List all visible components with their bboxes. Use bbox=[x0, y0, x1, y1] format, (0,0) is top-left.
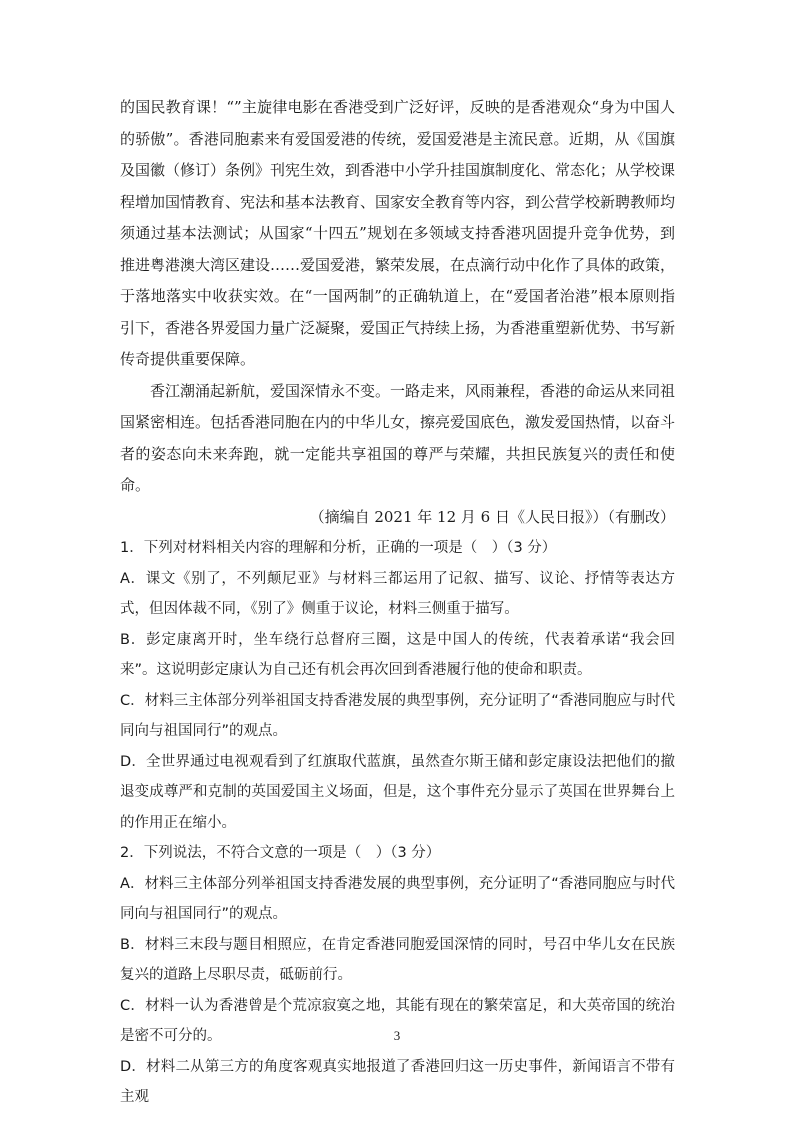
question-1-option-a: A．课文《别了，不列颠尼亚》与材料三都运用了记叙、描写、议论、抒情等表达方式，但因体裁不同，《别了》侧重于议论，材料三侧重于描写。 bbox=[120, 570, 675, 617]
page-number: 3 bbox=[393, 1028, 401, 1043]
question-2-option-a: A．材料三主体部分列举祖国支持香港发展的典型事例，充分证明了“香港同胞应与时代同向与祖国同行”的观点。 bbox=[120, 875, 675, 922]
passage-paragraph-1: 的国民教育课！“”主旋律电影在香港受到广泛好评，反映的是香港观众“身为中国人的骄傲”。香港同胞素来有爱国爱港的传统，爱国爱港是主流民意。近期，从《国旗及国徽（修订）条例》刊宪生效，到香港中小学升挂国旗制度化、常态化；从学校课程增加国情教育、宪法和基本法教育、国家安全教育等内容，到公营学校新聘教师均须通过基本法测试；从国家“十四五”规划在多领域支持香港巩固提升竞争优势，到推进粤港澳大湾区建设……爱国爱港，繁荣发展，在点滴行动中化作了具体的政策，于落地落实中收获实效。在“一国两制”的正确轨道上，在“爱国者治港”根本原则指引下，香港各界爱国力量广泛凝聚，爱国正气持续上扬，为香港重塑新优势、书写新传奇提供重要保障。 bbox=[120, 98, 676, 368]
question-2-stem: 2．下列说法，不符合文意的一项是（ ）（3 分） bbox=[120, 845, 441, 861]
page-body bbox=[120, 92, 675, 1113]
question-1-stem: 1．下列对材料相关内容的理解和分析，正确的一项是（ ）（3 分） bbox=[120, 540, 557, 556]
question-2-option-d: D．材料二从第三方的角度客观真实地报道了香港回归这一历史事件，新闻语言不带有主观 bbox=[120, 1058, 675, 1105]
question-2-option-b: B．材料三末段与题目相照应，在肯定香港同胞爱国深情的同时，号召中华儿女在民族复兴的道路上尽职尽责，砥砺前行。 bbox=[120, 936, 675, 983]
source-citation: （摘编自 2021 年 12 月 6 日《人民日报》）（有删改） bbox=[309, 507, 675, 526]
passage-paragraph-2: 香江潮涌起新航，爱国深情永不变。一路走来，风雨兼程，香港的命运从来同祖国紧密相连。包括香港同胞在内的中华儿女，擦亮爱国底色，激发爱国热情，以奋斗者的姿态向未来奔跑，就一定能共享祖国的尊严与荣耀，共担民族复兴的责任和使命。 bbox=[120, 381, 676, 494]
question-1-option-b: B．彭定康离开时，坐车绕行总督府三圈，这是中国人的传统，代表着承诺“我会回来”。这说明彭定康认为自己还有机会再次回到香港履行他的使命和职责。 bbox=[120, 631, 675, 678]
question-2-option-c: C．材料一认为香港曾是个荒凉寂寞之地，其能有现在的繁荣富足，和大英帝国的统治是密不可分的。 bbox=[120, 997, 675, 1044]
question-1-option-c: C．材料三主体部分列举祖国支持香港发展的典型事例，充分证明了“香港同胞应与时代同向与祖国同行”的观点。 bbox=[120, 692, 675, 739]
question-1-option-d: D．全世界通过电视观看到了红旗取代蓝旗，虽然查尔斯王储和彭定康设法把他们的撤退变成尊严和克制的英国爱国主义场面，但是，这个事件充分显示了英国在世界舞台上的作用正在缩小。 bbox=[120, 753, 675, 831]
